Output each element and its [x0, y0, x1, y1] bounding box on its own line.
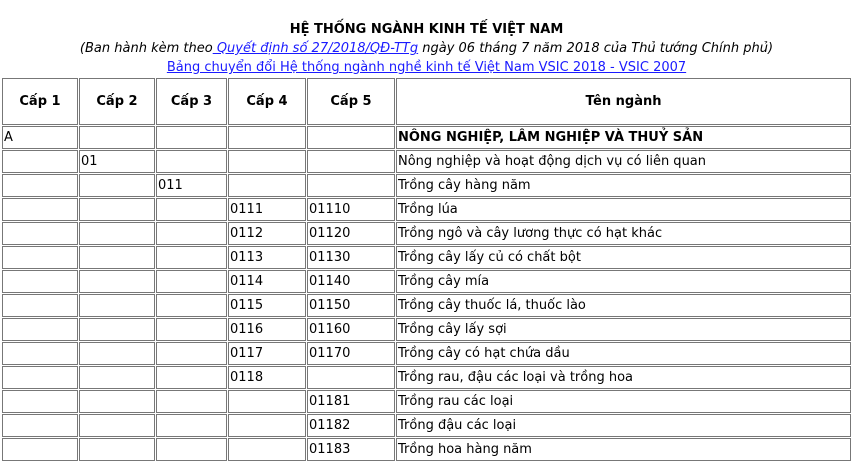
cell-cap2 — [79, 342, 155, 365]
cell-cap1 — [2, 150, 78, 173]
cell-cap5: 01140 — [307, 270, 395, 293]
cell-cap4 — [228, 174, 306, 197]
table-row — [2, 342, 851, 365]
cell-cap2 — [79, 222, 155, 245]
cell-cap2 — [79, 294, 155, 317]
cell-cap2 — [79, 366, 155, 389]
cell-name: Trồng cây lấy sợi — [396, 318, 851, 341]
cell-cap2 — [79, 198, 155, 221]
industry-table — [1, 77, 852, 462]
cell-cap3 — [156, 366, 227, 389]
cell-cap3 — [156, 390, 227, 413]
table-row — [2, 366, 851, 389]
cell-cap3 — [156, 246, 227, 269]
cell-cap5: 01120 — [307, 222, 395, 245]
cell-cap5: 01182 — [307, 414, 395, 437]
table-row — [2, 390, 851, 413]
cell-cap2 — [79, 270, 155, 293]
cell-name: Trồng cây có hạt chứa dầu — [396, 342, 851, 365]
cell-cap1: A — [2, 126, 78, 149]
col-header-name: Tên ngành — [396, 78, 851, 125]
cell-name: Trồng cây lấy củ có chất bột — [396, 246, 851, 269]
cell-cap2 — [79, 414, 155, 437]
cell-name: Trồng đậu các loại — [396, 414, 851, 437]
col-header-cap4: Cấp 4 — [228, 78, 306, 125]
table-row — [2, 198, 851, 221]
cell-cap1 — [2, 342, 78, 365]
col-header-cap1: Cấp 1 — [2, 78, 78, 125]
cell-cap5 — [307, 366, 395, 389]
cell-cap3 — [156, 294, 227, 317]
cell-cap1 — [2, 198, 78, 221]
cell-cap3 — [156, 150, 227, 173]
cell-cap4 — [228, 390, 306, 413]
cell-cap4: 0117 — [228, 342, 306, 365]
table-row — [2, 222, 851, 245]
subtitle-suffix: ngày 06 tháng 7 năm 2018 của Thủ tướng Chính phủ) — [418, 41, 774, 56]
cell-cap5: 01150 — [307, 294, 395, 317]
cell-cap1 — [2, 438, 78, 461]
cell-cap4: 0112 — [228, 222, 306, 245]
cell-cap5 — [307, 150, 395, 173]
cell-cap5 — [307, 174, 395, 197]
cell-name: Nông nghiệp và hoạt động dịch vụ có liên quan — [396, 150, 851, 173]
cell-cap3 — [156, 414, 227, 437]
cell-cap4 — [228, 126, 306, 149]
cell-name: Trồng hoa hàng năm — [396, 438, 851, 461]
cell-name: Trồng rau các loại — [396, 390, 851, 413]
cell-cap5: 01160 — [307, 318, 395, 341]
cell-cap1 — [2, 318, 78, 341]
cell-cap3 — [156, 222, 227, 245]
table-row — [2, 438, 851, 461]
cell-cap3: 011 — [156, 174, 227, 197]
cell-cap1 — [2, 270, 78, 293]
cell-name: Trồng ngô và cây lương thực có hạt khác — [396, 222, 851, 245]
cell-name: Trồng cây hàng năm — [396, 174, 851, 197]
cell-cap3 — [156, 318, 227, 341]
cell-cap1 — [2, 366, 78, 389]
cell-name: Trồng lúa — [396, 198, 851, 221]
cell-name: Trồng cây mía — [396, 270, 851, 293]
table-row — [2, 150, 851, 173]
cell-cap3 — [156, 342, 227, 365]
cell-cap4 — [228, 438, 306, 461]
table-row — [2, 270, 851, 293]
cell-name: Trồng rau, đậu các loại và trồng hoa — [396, 366, 851, 389]
cell-cap1 — [2, 174, 78, 197]
cell-cap4: 0115 — [228, 294, 306, 317]
cell-cap2 — [79, 126, 155, 149]
cell-cap3 — [156, 270, 227, 293]
cell-cap4: 0118 — [228, 366, 306, 389]
table-row — [2, 126, 851, 149]
cell-cap5 — [307, 126, 395, 149]
page-title: HỆ THỐNG NGÀNH KINH TẾ VIỆT NAM — [289, 22, 564, 37]
cell-cap2 — [79, 318, 155, 341]
conversion-table-link[interactable]: Bảng chuyển đổi Hệ thống ngành nghề kinh tế Việt Nam VSIC 2018 - VSIC 2007 — [166, 60, 687, 75]
cell-cap1 — [2, 414, 78, 437]
cell-cap5: 01183 — [307, 438, 395, 461]
col-header-cap5: Cấp 5 — [307, 78, 395, 125]
cell-cap3 — [156, 126, 227, 149]
table-row — [2, 414, 851, 437]
col-header-cap2: Cấp 2 — [79, 78, 155, 125]
cell-cap4: 0111 — [228, 198, 306, 221]
cell-cap5: 01130 — [307, 246, 395, 269]
table-row — [2, 174, 851, 197]
decree-subtitle — [0, 41, 853, 56]
cell-cap5: 01110 — [307, 198, 395, 221]
table-row — [2, 294, 851, 317]
cell-cap2 — [79, 246, 155, 269]
cell-name: Trồng cây thuốc lá, thuốc lào — [396, 294, 851, 317]
cell-cap3 — [156, 198, 227, 221]
cell-cap1 — [2, 294, 78, 317]
cell-cap4: 0113 — [228, 246, 306, 269]
cell-cap1 — [2, 246, 78, 269]
cell-cap5: 01170 — [307, 342, 395, 365]
cell-cap1 — [2, 222, 78, 245]
subtitle-prefix: (Ban hành kèm theo — [79, 41, 213, 56]
table-header-row — [2, 78, 851, 125]
cell-cap2 — [79, 174, 155, 197]
cell-cap2: 01 — [79, 150, 155, 173]
col-header-cap3: Cấp 3 — [156, 78, 227, 125]
cell-cap2 — [79, 438, 155, 461]
cell-cap4 — [228, 414, 306, 437]
cell-cap4: 0116 — [228, 318, 306, 341]
cell-cap4: 0114 — [228, 270, 306, 293]
table-row — [2, 246, 851, 269]
cell-cap4 — [228, 150, 306, 173]
cell-cap3 — [156, 438, 227, 461]
table-row — [2, 318, 851, 341]
cell-name: NÔNG NGHIỆP, LÂM NGHIỆP VÀ THUỶ SẢN — [396, 126, 851, 149]
decree-link[interactable]: Quyết định số 27/2018/QĐ-TTg — [212, 41, 419, 56]
cell-cap1 — [2, 390, 78, 413]
cell-cap2 — [79, 390, 155, 413]
cell-cap5: 01181 — [307, 390, 395, 413]
